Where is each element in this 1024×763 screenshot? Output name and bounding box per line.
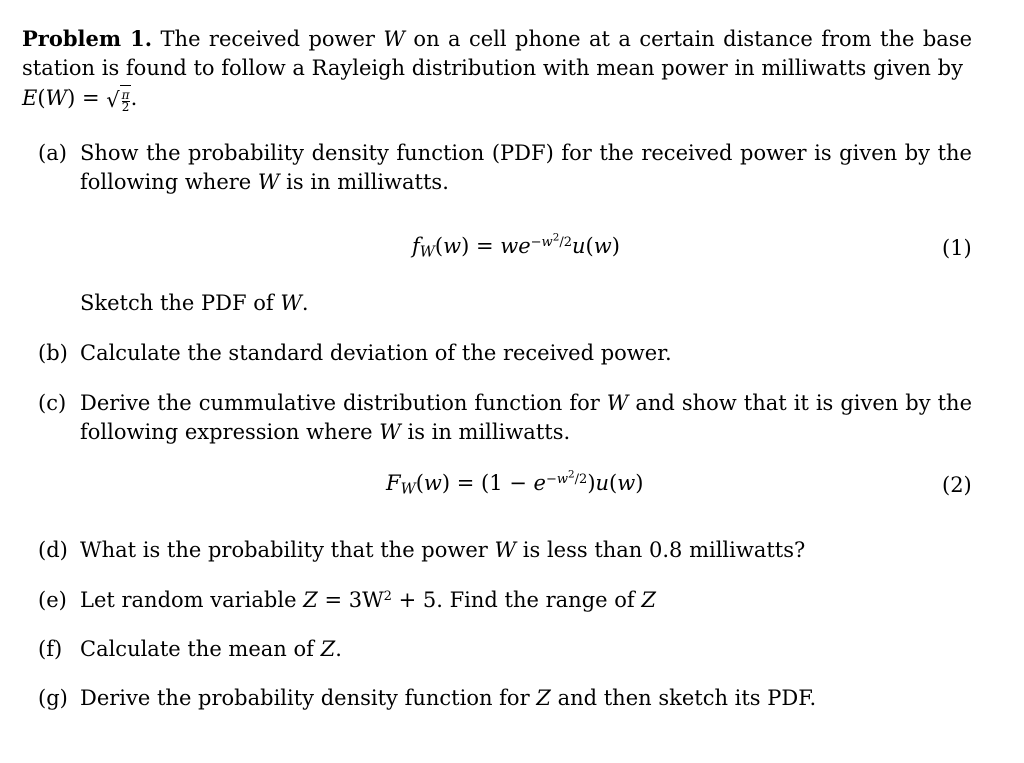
part-d-text: What is the probability that the power W is less than 0.8 milliwatts? — [80, 538, 806, 562]
part-d-label: (d) — [38, 538, 68, 562]
part-a-followup: Sketch the PDF of W. — [80, 291, 309, 315]
equation-1: $f_W(w) = we^{-w^2/2}u(w)$ — [412, 231, 620, 261]
part-b-text: Calculate the standard deviation of the received power. — [80, 341, 672, 365]
part-b-label: (b) — [38, 341, 68, 365]
part-e-text: Let random variable $Z = 3W^2 + 5$. Find the range of Z — [80, 588, 656, 612]
part-f-label: (f) — [38, 637, 63, 661]
part-a-label: (a) — [38, 141, 67, 165]
part-g-text: Derive the probability density function for Z and then sketch its PDF. — [80, 686, 817, 710]
part-c-text: Derive the cummulative distribution function for W and show that it is given by the following expression where W is in milliwatts. — [80, 391, 972, 444]
part-g-label: (g) — [38, 686, 68, 710]
part-f-text: Calculate the mean of Z. — [80, 637, 342, 661]
equation-2-number: (2) — [942, 473, 972, 497]
equation-2: $F_W(w) = (1 - e^{-w^2/2})u(w)$ — [386, 468, 644, 498]
part-e-label: (e) — [38, 588, 67, 612]
equation-1-number: (1) — [942, 236, 972, 260]
problem-heading: Problem 1. — [22, 26, 153, 51]
problem-intro — [22, 24, 972, 83]
part-c-label: (c) — [38, 391, 67, 415]
mean-expression: E(W) = √ $\frac{\pi}{2}$ . — [22, 86, 138, 114]
problem-intro-text: The received power W on a cell phone at a certain distance from the base station is found to follow a Rayleigh distribution with mean power in milliwatts given by — [22, 27, 972, 80]
part-a-text: Show the probability density function (PDF) for the received power is given by the following where W is in milliwatts. — [80, 141, 972, 194]
